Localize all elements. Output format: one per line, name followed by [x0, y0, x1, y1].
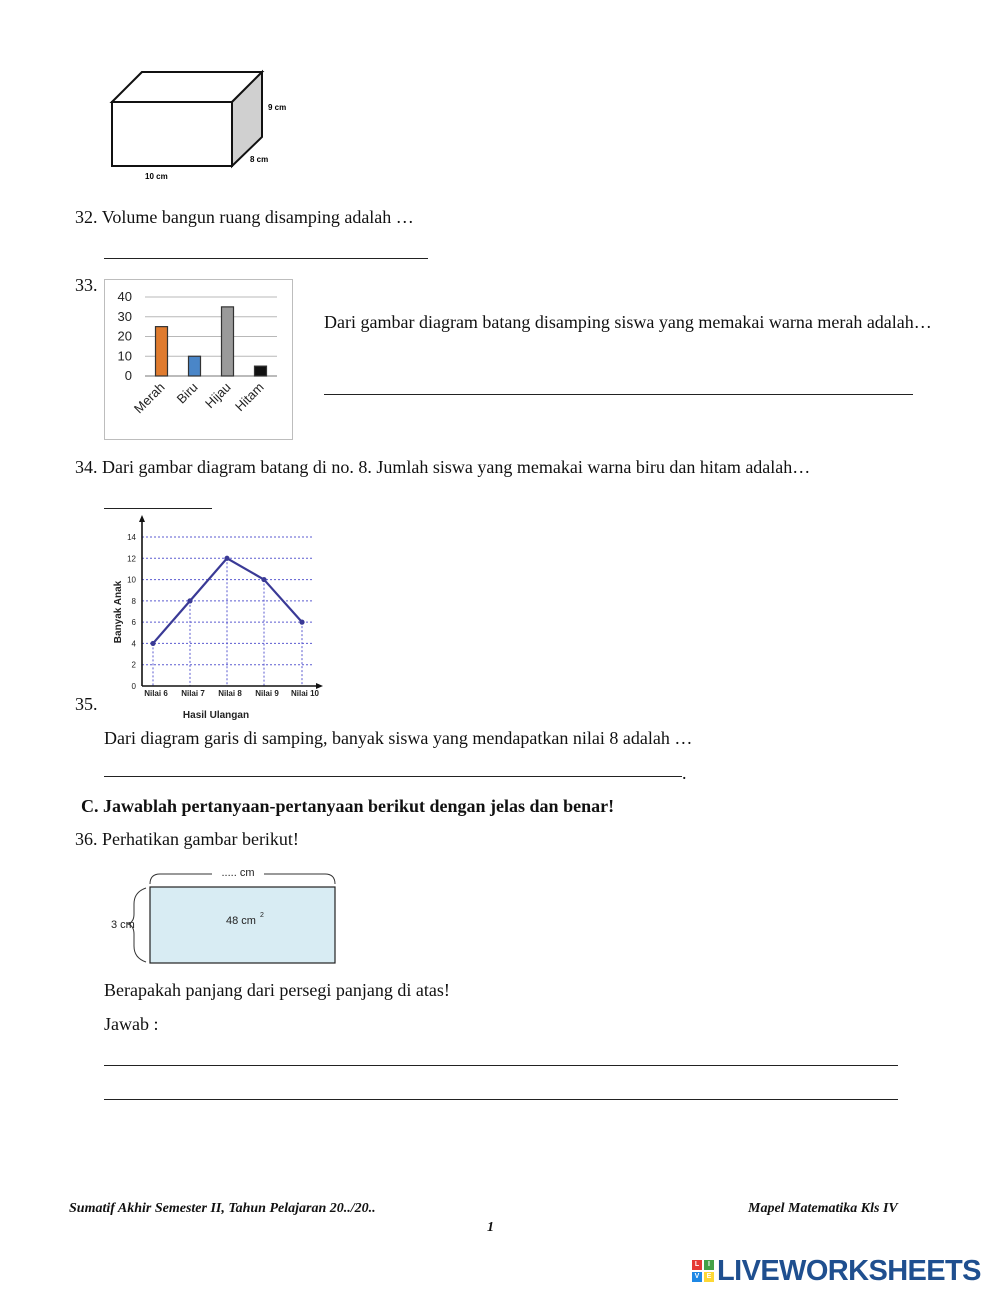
logo-text: LIVEWORKSHEETS [717, 1255, 981, 1287]
data-point [299, 620, 304, 625]
y-tick-label: 6 [131, 618, 136, 628]
area-exponent: 2 [260, 912, 264, 919]
length-label: ..... cm [221, 867, 255, 879]
x-axis-title: Hasil Ulangan [182, 710, 250, 721]
answer-label: Jawab : [104, 1014, 159, 1034]
y-tick-label: 0 [124, 368, 132, 383]
x-tick-label: Nilai 8 [218, 689, 242, 698]
box-length-label: 10 cm [145, 172, 168, 181]
y-axis-arrow [139, 515, 145, 522]
box-height-label: 9 cm [268, 103, 287, 112]
data-point [187, 598, 192, 603]
y-tick-label: 12 [127, 554, 136, 564]
y-axis-title: Banyak Anak [113, 580, 124, 644]
question-text: Dari gambar diagram batang di no. 8. Jumlah siswa yang memakai warna biru dan hitam adalah… [102, 457, 811, 477]
question-text-33: Dari gambar diagram batang disamping siswa yang memakai warna merah adalah… [324, 312, 932, 332]
line-chart [104, 512, 326, 722]
y-tick-label: 0 [131, 682, 136, 691]
answer-line-36a[interactable] [104, 1065, 898, 1066]
logo-icon: L I V E [692, 1260, 714, 1282]
answer-line-33[interactable] [324, 394, 913, 395]
question-number-35: 35. [75, 694, 98, 714]
bar-hijau [222, 307, 234, 376]
bar-chart [105, 280, 294, 441]
bar-merah [156, 327, 168, 376]
bar-biru [189, 356, 201, 376]
section-c-title: C. Jawablah pertanyaan-pertanyaan berikut dengan jelas dan benar! [81, 796, 615, 816]
page-number: 1 [487, 1220, 494, 1235]
question-34 [75, 456, 810, 478]
y-tick-label: 20 [117, 328, 132, 344]
footer-right: Mapel Matematika Kls IV [748, 1201, 898, 1216]
bar-chart-frame [104, 279, 293, 440]
question-text: Volume bangun ruang disamping adalah … [101, 207, 414, 227]
y-tick-label: 10 [117, 348, 132, 364]
y-tick-label: 8 [131, 596, 136, 606]
y-tick-label: 4 [131, 639, 136, 649]
x-tick-label: Merah [130, 379, 168, 417]
answer-line-36b[interactable] [104, 1099, 898, 1100]
question-text-36b: Berapakah panjang dari persegi panjang di atas! [104, 980, 450, 1000]
question-32 [75, 206, 414, 228]
question-number-33: 33. [75, 275, 98, 295]
x-tick-label: Nilai 10 [290, 689, 320, 698]
question-number: 34. [75, 457, 98, 477]
data-point [224, 556, 229, 561]
question-36 [75, 828, 299, 850]
bar-hitam [255, 366, 267, 376]
y-tick-label: 2 [131, 660, 136, 670]
data-point [261, 577, 266, 582]
x-tick-label: Hitam [232, 379, 267, 415]
x-tick-label: Biru [173, 379, 201, 407]
x-tick-label: Nilai 9 [255, 689, 279, 698]
question-number: 36. [75, 829, 98, 849]
question-number: 32. [75, 207, 98, 227]
box-width-label: 8 cm [250, 155, 269, 164]
answer-line-32[interactable] [104, 258, 428, 259]
x-tick-label: Hijau [202, 379, 234, 412]
area-label: 48 cm [226, 915, 256, 927]
y-tick-label: 40 [117, 289, 132, 304]
y-tick-label: 30 [117, 308, 132, 324]
data-point [150, 641, 155, 646]
question-text: Perhatikan gambar berikut! [102, 829, 299, 849]
box-front-face [112, 102, 232, 166]
footer-left: Sumatif Akhir Semester II, Tahun Pelajaran 20../20.. [69, 1201, 376, 1216]
question-text-35: Dari diagram garis di samping, banyak siswa yang mendapatkan nilai 8 adalah … [104, 728, 693, 748]
liveworksheets-logo[interactable] [692, 1257, 992, 1287]
answer-line-35[interactable] [104, 776, 682, 777]
answer-line-34[interactable] [104, 508, 212, 509]
answer-line-end: . [682, 763, 687, 783]
box-figure [100, 62, 310, 187]
width-label: 3 cm [111, 919, 135, 931]
x-tick-label: Nilai 6 [144, 689, 168, 698]
x-tick-label: Nilai 7 [181, 689, 205, 698]
y-tick-label: 10 [127, 575, 136, 585]
y-tick-label: 14 [127, 533, 136, 542]
rectangle-figure [104, 860, 344, 968]
